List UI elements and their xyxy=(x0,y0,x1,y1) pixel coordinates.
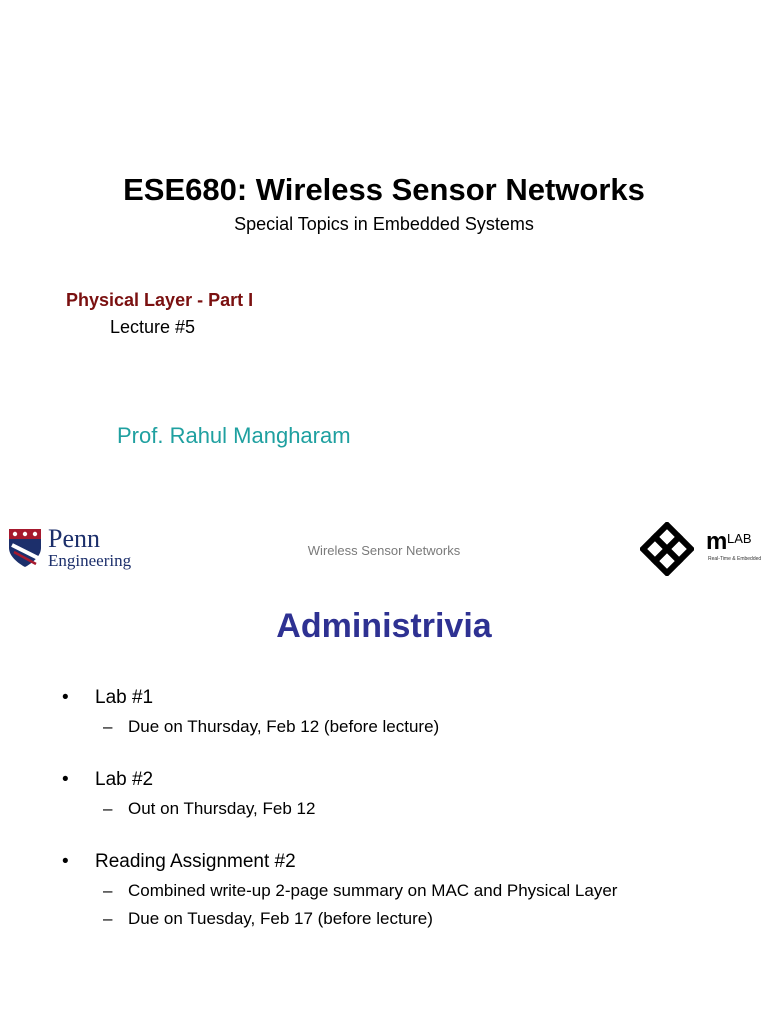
dash-icon: – xyxy=(103,909,113,928)
sub-bullet-text: Due on Thursday, Feb 12 (before lecture) xyxy=(128,717,440,736)
sub-bullet-text: Combined write-up 2-page summary on MAC and Physical Layer xyxy=(128,881,618,900)
mlab-logo-tagline: Real-Time & Embedded xyxy=(708,556,762,562)
professor-name: Prof. Rahul Mangharam xyxy=(117,423,351,448)
penn-logo-name: Penn xyxy=(48,524,100,553)
slide-title: Administrivia xyxy=(276,607,492,645)
list-item xyxy=(62,683,742,741)
list-item xyxy=(62,847,742,933)
lecture-number: Lecture #5 xyxy=(110,317,196,337)
bullet-icon: • xyxy=(62,687,69,708)
mlab-logo-lab: LAB xyxy=(727,531,752,546)
lecture-topic: Physical Layer - Part I xyxy=(66,290,254,310)
slide-footer: Wireless Sensor Networks xyxy=(307,543,461,558)
administrivia-slide xyxy=(0,595,768,1024)
bullet-icon: • xyxy=(62,769,69,790)
sub-bullet-text: Out on Thursday, Feb 12 xyxy=(128,799,316,818)
mlab-logo-m: m xyxy=(706,528,728,555)
slide-title: ESE680: Wireless Sensor Networks xyxy=(123,172,645,207)
bullet-list xyxy=(62,683,742,957)
dash-icon: – xyxy=(103,799,113,818)
bullet-label: Lab #2 xyxy=(95,769,154,790)
list-item xyxy=(62,765,742,823)
sub-bullet-text: Due on Tuesday, Feb 17 (before lecture) xyxy=(128,909,433,928)
bullet-icon: • xyxy=(62,851,69,872)
mlab-logo xyxy=(640,520,765,578)
slide-subtitle: Special Topics in Embedded Systems xyxy=(234,214,534,234)
penn-logo-school: Engineering xyxy=(48,551,132,570)
dash-icon: – xyxy=(103,881,113,900)
bullet-label: Lab #1 xyxy=(95,687,154,708)
dash-icon: – xyxy=(103,717,113,736)
mlab-knot-icon xyxy=(640,522,694,576)
bullet-label: Reading Assignment #2 xyxy=(95,851,296,872)
